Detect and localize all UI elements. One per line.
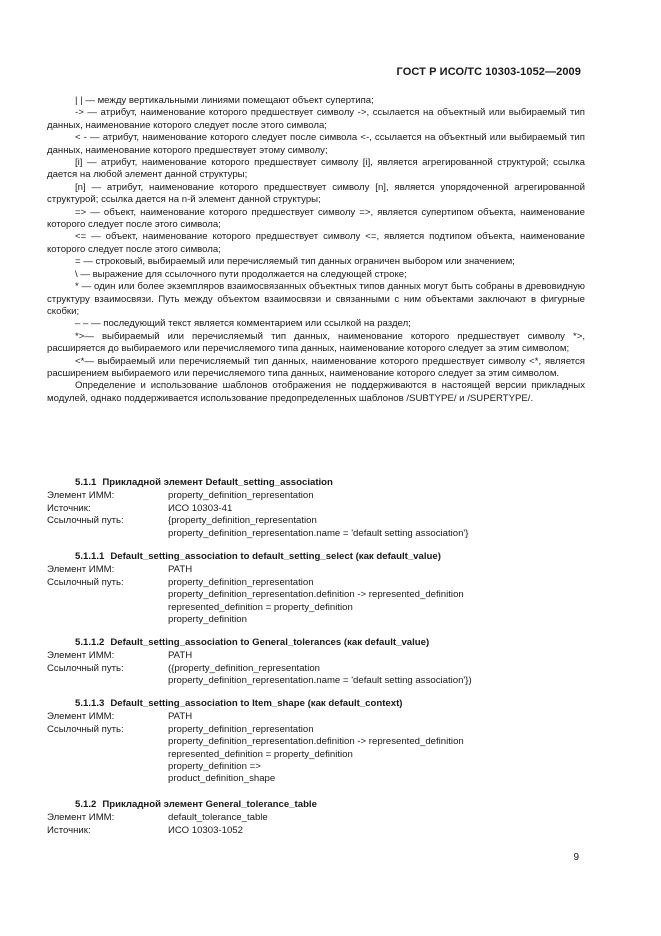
section-number: 5.1.1.2 bbox=[75, 637, 105, 648]
section-heading bbox=[47, 551, 587, 563]
section-number: 5.1.1.3 bbox=[75, 698, 105, 709]
field-value: {property_definition_representation bbox=[168, 515, 317, 527]
paragraph: | | — между вертикальными линиями помещают объект супертипа; bbox=[75, 95, 374, 106]
field-row bbox=[47, 663, 587, 675]
section-5-1-1-1 bbox=[47, 551, 587, 626]
field-label: Элемент ИММ: bbox=[47, 812, 115, 824]
paragraph: Определение и использование шаблонов отображения не поддерживаются в настоящей версии прикладных модулей, однако поддерживается использование предопределенных шаблонов /SUBTYPE/ и /SUPERTYPE/. bbox=[47, 380, 585, 404]
section-number: 5.1.2 bbox=[75, 799, 97, 810]
paragraph: = — строковый, выбираемый или перечисляемый тип данных ограничен выбором или значением; bbox=[75, 256, 515, 268]
field-row bbox=[47, 503, 587, 515]
section-heading bbox=[47, 477, 587, 489]
field-value: ИСО 10303-41 bbox=[168, 502, 233, 514]
path-line: represented_definition = property_definition bbox=[168, 748, 353, 760]
notation-list bbox=[47, 95, 585, 405]
paragraph: \ — выражение для ссылочного пути продолжается на следующей строке; bbox=[75, 268, 407, 280]
section-5-1-2 bbox=[47, 799, 587, 837]
field-row bbox=[47, 812, 587, 824]
path-line: property_definition_representation.name = 'default setting association'}) bbox=[168, 675, 472, 687]
field-label: Ссылочный путь: bbox=[47, 515, 124, 527]
section-title: Default_setting_association to General_tolerances (как default_value) bbox=[110, 637, 430, 648]
section-title: Прикладной элемент General_tolerance_table bbox=[102, 799, 317, 810]
field-value: property_definition_representation bbox=[168, 723, 314, 735]
section-heading bbox=[47, 637, 587, 649]
section-number: 5.1.1.1 bbox=[75, 551, 105, 562]
path-line: property_definition => bbox=[168, 761, 261, 773]
field-label: Элемент ИММ: bbox=[47, 711, 115, 723]
field-value: PATH bbox=[168, 650, 193, 662]
field-label: Ссылочный путь: bbox=[47, 723, 124, 735]
section-heading bbox=[47, 799, 587, 811]
field-label: Источник: bbox=[47, 502, 91, 514]
paragraph: < - — атрибут, наименование которого следует после символа <-, ссылается на объектный или выбираемый тип данных, наименование которого предшествует этому символу; bbox=[47, 132, 585, 156]
field-label: Источник: bbox=[47, 824, 91, 836]
paragraph: – – — последующий текст является комментарием или ссылкой на раздел; bbox=[75, 318, 411, 330]
field-row bbox=[47, 577, 587, 589]
paragraph: *>— выбираемый или перечисляемый тип данных, наименование которого предшествует символу *>, расширяется до выбираемого или перечисляемого типа данных, наименование которого следует за этим символом; bbox=[47, 330, 585, 355]
paragraph: <= — объект, наименование которого предшествует символу <=, является подтипом объекта, наименование которого следует после этого символа; bbox=[47, 231, 585, 255]
field-value: property_definition_representation bbox=[168, 576, 314, 588]
path-line: property_definition_representation.definition -> represented_definition bbox=[168, 589, 464, 601]
section-5-1-1-3 bbox=[47, 698, 587, 786]
field-value: PATH bbox=[168, 564, 193, 576]
paragraph: * — один или более экземпляров взаимосвязанных объектных типов данных могут быть собраны в древовидную структуру взаимосвязи. Путь между объектом взаимосвязи и связанными с ним объектами заключают в фигурные скобки; bbox=[47, 281, 585, 317]
section-5-1-1-2 bbox=[47, 637, 587, 688]
page-number: 9 bbox=[573, 852, 579, 863]
path-line: represented_definition = property_definition bbox=[168, 601, 353, 613]
section-title: Прикладной элемент Default_setting_association bbox=[102, 477, 333, 488]
field-row bbox=[47, 650, 587, 662]
path-line: property_definition_representation.definition -> represented_definition bbox=[168, 736, 464, 748]
section-number: 5.1.1 bbox=[75, 477, 97, 488]
field-label: Ссылочный путь: bbox=[47, 662, 124, 674]
field-value: PATH bbox=[168, 711, 193, 723]
field-value: ({property_definition_representation bbox=[168, 662, 321, 674]
field-label: Элемент ИММ: bbox=[47, 564, 115, 576]
field-row bbox=[47, 825, 587, 837]
section-title: Default_setting_association to Item_shape (как default_context) bbox=[110, 698, 403, 709]
field-label: Элемент ИММ: bbox=[47, 650, 115, 662]
path-line: property_definition_representation.name = 'default setting association'} bbox=[168, 527, 469, 539]
paragraph: [n] — атрибут, наименование которого предшествует символу [n], является упорядоченной агрегированной структурой; ссылка дается на n-й элемент данной структуры; bbox=[47, 181, 585, 206]
paragraph: => — объект, наименование которого предшествует символу =>, является супертипом объекта, наименование которого следует после этого символа; bbox=[47, 206, 585, 231]
field-label: Ссылочный путь: bbox=[47, 576, 124, 588]
paragraph: <*— выбираемый или перечисляемый тип данных, наименование которого предшествует символу <*, является расширением выбираемого или перечисляемого типа данных, наименование которого следует за этим символом. bbox=[47, 355, 585, 379]
field-value: default_tolerance_table bbox=[168, 812, 268, 824]
field-row bbox=[47, 515, 587, 527]
paragraph: [i] — атрибут, наименование которого предшествует символу [i], является агрегированной структурой; ссылка дается на любой элемент данной структуры; bbox=[47, 157, 585, 181]
field-row bbox=[47, 490, 587, 502]
standard-header: ГОСТ Р ИСО/ТС 10303-1052—2009 bbox=[396, 66, 581, 78]
field-row bbox=[47, 711, 587, 723]
paragraph: -> — атрибут, наименование которого предшествует символу ->, ссылается на объектный или выбираемый тип данных, наименование которого следует после этого символа; bbox=[47, 107, 585, 131]
field-row bbox=[47, 724, 587, 736]
path-line: product_definition_shape bbox=[168, 773, 276, 785]
field-label: Элемент ИММ: bbox=[47, 490, 115, 502]
section-heading bbox=[47, 698, 587, 710]
field-value: property_definition_representation bbox=[168, 490, 314, 502]
field-value: ИСО 10303-1052 bbox=[168, 824, 243, 836]
section-title: Default_setting_association to default_setting_select (как default_value) bbox=[110, 551, 441, 562]
field-row bbox=[47, 564, 587, 576]
section-5-1-1 bbox=[47, 477, 587, 540]
path-line: property_definition bbox=[168, 614, 247, 626]
